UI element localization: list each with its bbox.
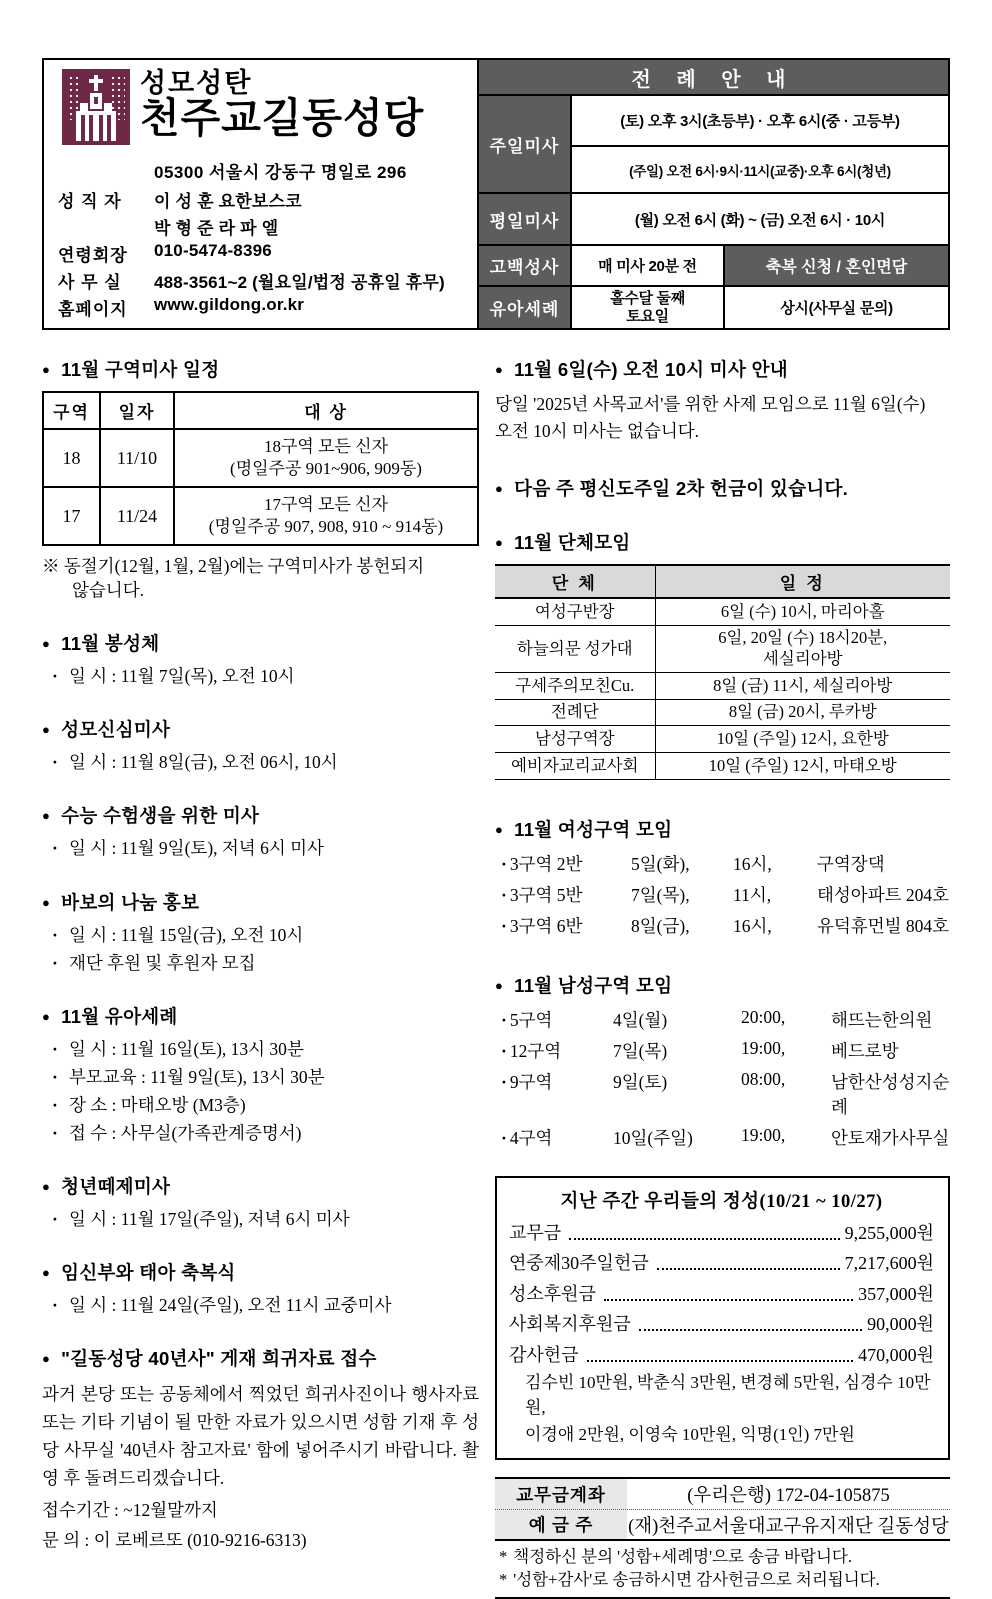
col-header-zone: 구역 [43,392,100,429]
offering-row [509,1219,934,1245]
account-holder-label: 예 금 주 [495,1510,627,1539]
target-cell [174,429,478,487]
winter-note-line1: ※ 동절기(12월, 1월, 2월)에는 구역미사가 봉헌되지 [42,556,425,576]
liturgy-schedule-table [477,58,950,330]
dotted-leader [587,1360,854,1362]
account-row [495,1510,950,1541]
offering-amount: 470,000원 [858,1344,934,1365]
meeting-row [495,1069,950,1119]
meeting-zone: · 3구역 6반 [501,913,631,938]
meeting-row [495,882,950,907]
brand-title: 천주교길동성당 [140,95,425,142]
confession-time: 매 미사 20분 전 [571,245,724,287]
meeting-time: 20:00, [741,1006,786,1027]
target-line2: (명일주공 901~906, 909동) [230,459,422,478]
table-row [43,429,478,487]
list-item: · 일 시 : 11월 8일(금), 오전 06시, 10시 [42,751,479,774]
table-header-row [43,392,478,429]
website-url: www.gildong.or.kr [154,295,305,314]
section-title-marian-mass: ● 성모신심미사 [42,716,479,742]
section-title-sharing: ● 바보의 나눔 홍보 [42,889,479,915]
archive-period: 접수기간 : ~12월말까지 [42,1500,218,1521]
offering-amount: 357,000원 [858,1283,934,1304]
thanksgiving-donors-line1: 김수빈 10만원, 박춘식 3만원, 변경혜 5만원, 심경수 10만원, [525,1373,931,1417]
left-column [42,356,479,1599]
offering-row [509,1310,934,1336]
infant-baptism-time [571,286,724,329]
info-label: 사 무 실 [58,273,122,292]
section-title-women-meetings: ● 11월 여성구역 모임 [495,816,950,842]
section-title-group-meetings: ● 11월 단체모임 [495,529,950,555]
target-line2: (명일주공 907, 908, 910 ~ 914동) [208,517,444,536]
info-value: 박 형 준 라 파 엘 [154,219,279,238]
info-label: 홈페이지 [58,300,128,319]
offering-row [509,1280,934,1306]
offering-name: 교무금 [509,1222,562,1243]
table-row [495,598,950,625]
meeting-place: 구역장댁 [817,853,885,874]
table-row [495,699,950,726]
list-item: · 장 소 : 마태오방 (M3층) [42,1094,479,1117]
dotted-leader [604,1299,853,1301]
date-cell: 11/24 [100,487,174,545]
section-title-district-mass: ● 11월 구역미사 일정 [42,356,479,382]
offering-name: 성소후원금 [509,1283,596,1304]
meeting-zone: · 4구역 [501,1125,613,1150]
section-title-archive: ● "길동성당 40년사" 게재 희귀자료 접수 [42,1345,479,1371]
offering-amount: 90,000원 [867,1314,934,1335]
section-title-men-meetings: ● 11월 남성구역 모임 [495,972,950,998]
meeting-time: 16시, [733,915,772,936]
list-item: · 부모교육 : 11월 9일(토), 13시 30분 [42,1066,479,1089]
info-label: 연령회장 [58,246,128,265]
dotted-leader [657,1268,840,1270]
offering-amount: 9,255,000원 [844,1222,934,1243]
meeting-date: 9일(토) [613,1071,668,1092]
info-value: 이 성 훈 요한보스코 [154,192,302,211]
mass-notice-body [495,391,950,445]
meeting-time: 16시, [733,853,772,874]
list-item: · 접 수 : 사무실(가족관계증명서) [42,1122,479,1145]
brand-titles [140,67,424,140]
list-item: · 일 시 : 11월 7일(목), 오전 10시 [42,665,479,688]
section-title-taize-mass: ● 청년떼제미사 [42,1173,479,1199]
group-name: 남성구역장 [495,726,655,753]
offerings-title: 지난 주간 우리들의 정성(10/21 ~ 10/27) [560,1191,883,1212]
district-mass-table [42,391,479,546]
list-item: · 일 시 : 11월 24일(주일), 오전 11시 교중미사 [42,1294,479,1317]
infant-baptism-label: 유아세례 [478,286,571,329]
col-header-group: 단 체 [495,565,655,598]
offering-row [509,1341,934,1367]
brand-subtitle: 성모성탄 [140,68,253,98]
baptism-line1: 홀수달 둘째 [610,290,685,308]
meeting-zone: · 9구역 [501,1069,613,1119]
meeting-row [495,1007,950,1032]
info-label: 성 직 자 [58,192,122,211]
table-row [43,487,478,545]
section-title-communion: ● 11월 봉성체 [42,630,479,656]
mass-notice-line1: 당일 '2025년 사목교서'를 위한 사제 모임으로 11월 6일(수) [495,394,926,414]
account-note: * '성함+감사'로 송금하시면 감사헌금으로 처리됩니다. [499,1568,950,1591]
group-meetings-table [495,564,950,779]
info-row-office [58,268,467,293]
table-row [495,625,950,672]
offering-name: 사회복지후원금 [509,1314,631,1335]
col-header-date: 일자 [100,392,174,429]
info-row-homepage [58,295,467,320]
thanksgiving-donors-line2: 이경애 2만원, 이영숙 10만원, 익명(1인) 7만원 [525,1425,855,1445]
meeting-place: 유덕휴먼빌 804호 [817,915,950,936]
table-row [495,753,950,780]
sunday-mass-label: 주일미사 [478,95,571,193]
brand-row [58,67,467,150]
liturgy-title: 전 례 안 내 [478,59,949,95]
meeting-row [495,851,950,876]
list-item: · 일 시 : 11월 15일(금), 오전 10시 [42,924,479,947]
target-cell [174,487,478,545]
group-name: 구세주의모친Cu. [495,673,655,700]
col-header-schedule: 일 정 [655,565,950,598]
right-column [495,356,950,1599]
header [42,58,950,330]
blessing-marriage-cell: 축복 신청 / 혼인면담 [724,245,949,287]
col-header-target: 대 상 [174,392,478,429]
archive-contact: 문 의 : 이 로베르또 (010-9216-6313) [42,1530,307,1551]
sunday-mass-sunday: (주일) 오전 6시·9시·11시(교중)·오후 6시(청년) [571,146,949,193]
group-schedule: 8일 (금) 11시, 세실리아방 [655,673,950,700]
meeting-place: 베드로방 [831,1040,899,1061]
meeting-place: 태성아파트 204호 [817,884,950,905]
group-schedule: 10일 (주일) 12시, 요한방 [655,726,950,753]
dotted-leader [639,1329,862,1331]
group-name: 여성구반장 [495,598,655,625]
meeting-date: 8일(금), [631,915,690,936]
info-value: 488-3561~2 (월요일/법정 공휴일 휴무) [154,273,445,292]
offering-row [509,1249,934,1275]
bank-account-section [495,1477,950,1599]
church-logo-icon [62,69,130,150]
date-cell: 11/10 [100,429,174,487]
info-row-clergy [58,187,467,212]
table-row [495,726,950,753]
weekday-mass-times: (월) 오전 6시 (화) ~ (금) 오전 6시 · 10시 [571,193,949,244]
content-columns [42,356,950,1599]
list-item: · 일 시 : 11월 16일(토), 13시 30분 [42,1038,479,1061]
info-row-chairman [58,241,467,266]
account-notes [495,1541,950,1597]
confession-label: 고백성사 [478,245,571,287]
meeting-zone: · 12구역 [501,1038,613,1063]
sunday-mass-saturday: (토) 오후 3시(초등부) · 오후 6시(중 · 고등부) [571,95,949,146]
dotted-leader [569,1238,839,1240]
account-holder-name: (재)천주교서울대교구유지재단 길동성당 [628,1516,949,1537]
meeting-date: 10일(주일) [613,1127,693,1148]
meeting-place: 해뜨는한의원 [831,1009,933,1030]
weekday-mass-label: 평일미사 [478,193,571,244]
meeting-date: 7일(목), [631,884,690,905]
list-item: · 일 시 : 11월 17일(주일), 저녁 6시 미사 [42,1208,479,1231]
meeting-row [495,1125,950,1150]
list-item: · 재단 후원 및 후원자 모집 [42,952,479,975]
meeting-time: 19:00, [741,1037,786,1058]
group-name: 전례단 [495,699,655,726]
meeting-time: 08:00, [741,1068,786,1089]
mass-notice-line2: 오전 10시 미사는 없습니다. [495,421,700,442]
list-item: · 일 시 : 11월 9일(토), 저녁 6시 미사 [42,837,479,860]
offering-name: 감사헌금 [509,1344,579,1365]
section-title-blessing-ceremony: ● 임신부와 태아 축복식 [42,1259,479,1285]
zone-cell: 17 [43,487,100,545]
group-name: 하늘의문 성가대 [495,625,655,672]
meeting-time: 11시, [733,884,772,905]
meeting-time: 19:00, [741,1124,786,1145]
section-title-mass-notice: ● 11월 6일(수) 오전 10시 미사 안내 [495,356,950,382]
group-schedule: 8일 (금) 20시, 루카방 [655,699,950,726]
group-schedule [655,625,950,672]
section-title-infant-baptism: ● 11월 유아세례 [42,1003,479,1029]
meeting-row [495,1038,950,1063]
meeting-row [495,913,950,938]
table-header-row [495,565,950,598]
baptism-line2: 토요일 [626,307,669,325]
info-value: 010-5474-8396 [154,241,272,260]
meeting-place: 안토재가사무실 [831,1127,950,1148]
meeting-zone: · 3구역 5반 [501,882,631,907]
winter-note [42,555,479,602]
meeting-place: 남한산성성지순례 [831,1071,950,1117]
meeting-date: 7일(목) [613,1040,668,1061]
target-line1: 18구역 모든 신자 [263,436,389,456]
meeting-date: 5일(화), [631,853,690,874]
meeting-date: 4일(월) [613,1009,668,1030]
table-row [495,673,950,700]
account-row [495,1479,950,1510]
group-name: 예비자교리교사회 [495,753,655,780]
church-info-box [42,58,479,330]
target-line1: 17구역 모든 신자 [263,494,389,514]
account-note: * 책정하신 분의 '성함+세례명'으로 송금 바랍니다. [499,1545,950,1568]
infant-baptism-anytime: 상시(사무실 문의) [724,286,949,329]
offering-amount: 7,217,600원 [844,1253,934,1274]
archive-body: 과거 본당 또는 공동체에서 찍었던 희귀사진이나 행사자료 또는 기타 기념이 될 만한 자료가 있으시면 성함 기재 후 성당 사무실 '40년사 참고자료' 함에 넣어주시기 바랍니다. 촬영 후 돌려드리겠습니다. [42,1384,479,1489]
meeting-zone: · 5구역 [501,1007,613,1032]
section-title-exam-mass: ● 수능 수험생을 위한 미사 [42,802,479,828]
winter-note-line2: 않습니다. [72,579,144,600]
schedule-line2: 세실리아방 [762,649,843,668]
meeting-zone: · 3구역 2반 [501,851,631,876]
info-label [58,214,154,239]
offering-name: 연중제30주일헌금 [509,1253,649,1274]
group-schedule: 10일 (주일) 12시, 마태오방 [655,753,950,780]
account-number: (우리은행) 172-04-105875 [687,1486,890,1507]
weekly-offerings-box [495,1176,950,1460]
info-row-clergy2 [58,214,467,239]
church-address: 05300 서울시 강동구 명일로 296 [154,163,407,182]
zone-cell: 18 [43,429,100,487]
second-collection-notice: ● 다음 주 평신도주일 2차 헌금이 있습니다. [495,475,950,501]
account-label: 교무금계좌 [495,1479,627,1509]
group-schedule: 6일 (수) 10시, 마리아홀 [655,598,950,625]
schedule-line1: 6일, 20일 (수) 18시20분, [718,628,888,648]
